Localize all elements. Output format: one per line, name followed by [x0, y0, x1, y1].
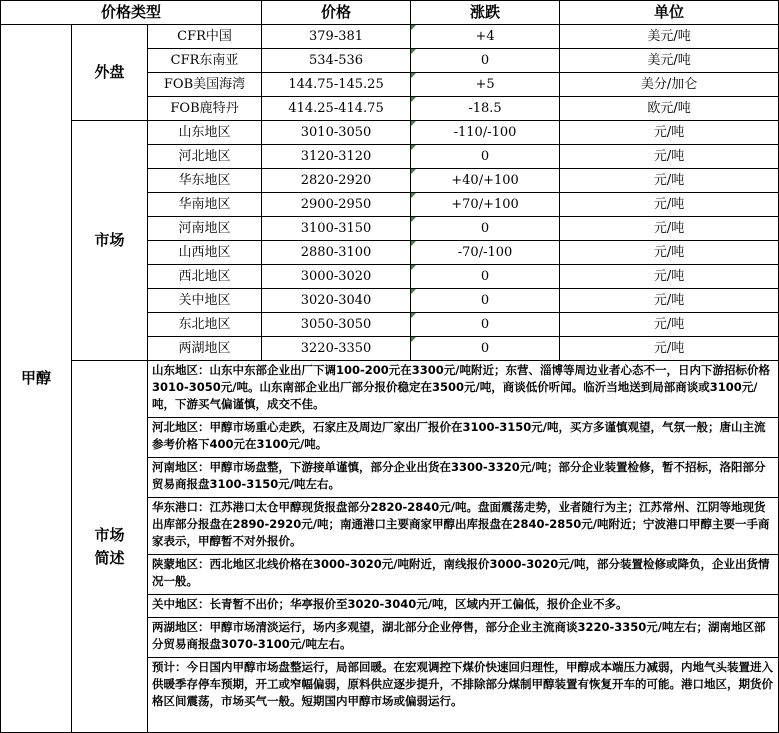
summary-paragraph: 华东港口：江苏港口太仓甲醇现货报盘部分2820-2840元/吨。盘面震荡走势，业者随行为主；江苏常州、江阴等地现货出库部分报盘在2890-2920元/吨；南通港口主要商家甲醇出库报盘在2840-2850元/吨附近；宁波港口甲醇主要一手商家表示，甲醇暂不对外报价。	[148, 498, 779, 555]
row-price: 3010-3050	[262, 121, 411, 145]
market-label: 市场	[72, 121, 148, 361]
row-unit: 美分/加仑	[560, 73, 779, 97]
row-change: 0	[411, 49, 560, 73]
row-unit: 美元/吨	[560, 25, 779, 49]
row-price: 3100-3150	[262, 217, 411, 241]
summary-paragraph: 河南地区：甲醇市场盘整，下游接单谨慎，部分企业出货在3300-3320元/吨；部分企业装置检修，暂不招标，洛阳部分贸易商报盘3100-3150元/吨左右。	[148, 458, 779, 498]
header-unit: 单位	[560, 1, 779, 25]
row-price: 2880-3100	[262, 241, 411, 265]
row-name: 山东地区	[148, 121, 262, 145]
row-change: 0	[411, 313, 560, 337]
row-change: +70/+100	[411, 193, 560, 217]
row-unit: 元/吨	[560, 145, 779, 169]
summary-paragraph: 关中地区：长青暂不出价；华亭报价至3020-3040元/吨，区域内开工偏低，报价企业不多。	[148, 595, 779, 618]
header-row	[1, 1, 779, 25]
row-change: -18.5	[411, 97, 560, 121]
row-change: -70/-100	[411, 241, 560, 265]
row-name: 河北地区	[148, 145, 262, 169]
row-name: 两湖地区	[148, 337, 262, 361]
row-name: 华东地区	[148, 169, 262, 193]
row-price: 414.25-414.75	[262, 97, 411, 121]
foreign-label: 外盘	[72, 25, 148, 121]
row-name: 关中地区	[148, 289, 262, 313]
row-price: 534-536	[262, 49, 411, 73]
summary-label-line2: 简述	[94, 548, 125, 567]
row-price: 3000-3020	[262, 265, 411, 289]
product-label: 甲醇	[1, 25, 72, 733]
row-name: 山西地区	[148, 241, 262, 265]
row-change: 0	[411, 145, 560, 169]
row-unit: 元/吨	[560, 337, 779, 361]
summary-paragraph: 预计：今日国内甲醇市场盘整运行，局部回暖。在宏观调控下煤价快速回归理性，甲醇成本端压力减弱，内地气头装置进入供暖季存停车预期，开工或窄幅偏弱，原料供应逐步提升，不排除部分煤制甲醇装置有恢复开车的可能。港口地区，期货价格区间震荡，市场买气一般。短期国内甲醇市场或偏弱运行。	[148, 658, 779, 733]
row-price: 144.75-145.25	[262, 73, 411, 97]
summary-label-line1: 市场	[94, 525, 125, 544]
row-price: 3050-3050	[262, 313, 411, 337]
summary-paragraph: 河北地区：甲醇市场重心走跌，石家庄及周边厂家出厂报价在3100-3150元/吨，买方多谨慎观望，气氛一般；唐山主流参考价格下400元在3100元/吨。	[148, 418, 779, 458]
row-change: 0	[411, 337, 560, 361]
row-name: 西北地区	[148, 265, 262, 289]
header-price: 价格	[262, 1, 411, 25]
summary-paragraph: 两湖地区：甲醇市场清淡运行，场内多观望，湖北部分企业停售，部分企业主流商谈3220-3350元/吨左右；湖南地区部分贸易商报盘3070-3100元/吨左右。	[148, 618, 779, 658]
row-price: 3120-3120	[262, 145, 411, 169]
row-change: +4	[411, 25, 560, 49]
row-name: CFR中国	[148, 25, 262, 49]
row-price: 2900-2950	[262, 193, 411, 217]
market-row	[1, 121, 779, 145]
row-unit: 元/吨	[560, 121, 779, 145]
row-name: FOB美国海湾	[148, 73, 262, 97]
row-unit: 元/吨	[560, 193, 779, 217]
row-name: 华南地区	[148, 193, 262, 217]
foreign-row	[1, 25, 779, 49]
row-unit: 元/吨	[560, 241, 779, 265]
row-name: 河南地区	[148, 217, 262, 241]
row-change: 0	[411, 265, 560, 289]
summary-paragraph: 陕蒙地区：西北地区北线价格在3000-3020元/吨附近，南线报价3000-3020元/吨，部分装置检修或降负，企业出货情况一般。	[148, 555, 779, 595]
row-name: CFR东南亚	[148, 49, 262, 73]
summary-label	[72, 361, 148, 733]
row-price: 379-381	[262, 25, 411, 49]
row-unit: 元/吨	[560, 169, 779, 193]
row-name: FOB鹿特丹	[148, 97, 262, 121]
row-change: +40/+100	[411, 169, 560, 193]
row-change: -110/-100	[411, 121, 560, 145]
row-price: 3220-3350	[262, 337, 411, 361]
row-unit: 欧元/吨	[560, 97, 779, 121]
row-price: 3020-3040	[262, 289, 411, 313]
row-unit: 元/吨	[560, 217, 779, 241]
summary-paragraph: 山东地区：山东中东部企业出厂下调100-200元在3300元/吨附近；东营、淄博等周边业者心态不一，日内下游招标价格3010-3050元/吨。山东南部企业出厂部分报价稳定在3500元/吨，商谈低价听闻。临沂当地送到局部商谈或3100元/吨，下游买气偏谨慎，成交不佳。	[148, 361, 779, 418]
row-change: 0	[411, 289, 560, 313]
header-price-type: 价格类型	[1, 1, 262, 25]
row-change: 0	[411, 217, 560, 241]
row-unit: 美元/吨	[560, 49, 779, 73]
summary-row	[1, 361, 779, 418]
row-change: +5	[411, 73, 560, 97]
row-price: 2820-2920	[262, 169, 411, 193]
row-unit: 元/吨	[560, 313, 779, 337]
row-unit: 元/吨	[560, 289, 779, 313]
header-change: 涨跌	[411, 1, 560, 25]
row-name: 东北地区	[148, 313, 262, 337]
row-unit: 元/吨	[560, 265, 779, 289]
